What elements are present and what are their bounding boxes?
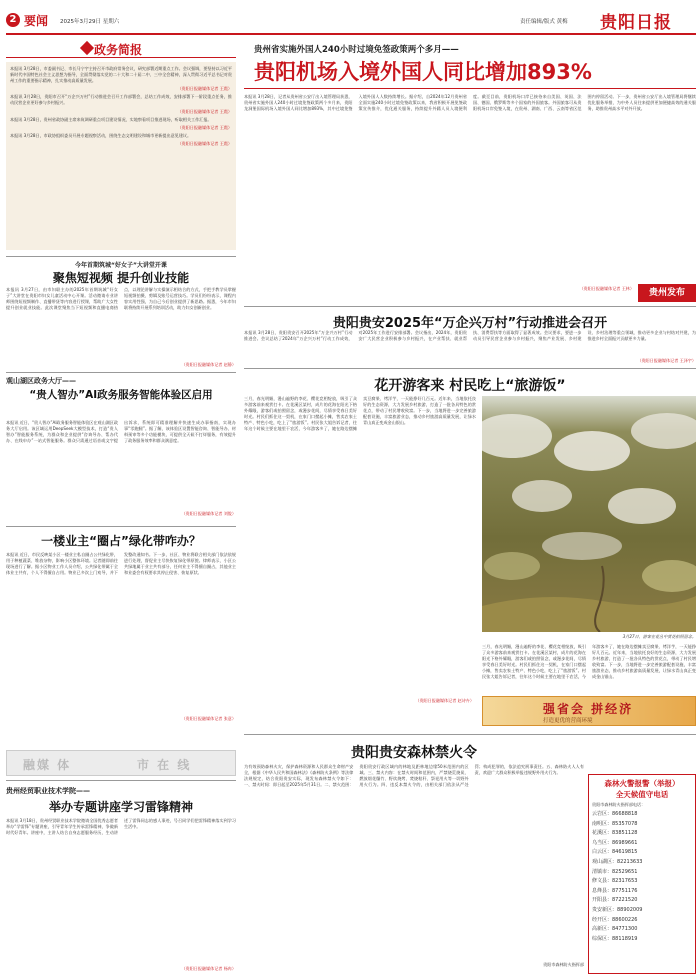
politics-brief-body (6, 62, 236, 250)
section-divider (244, 368, 696, 369)
alarm-phone-line: 清镇市：82529651 (592, 868, 638, 875)
slogan-main: 强省会 拼经济 (543, 702, 634, 716)
masthead (0, 0, 700, 38)
ai-hall-body: 本报讯 近日，“贵人智办”AI政务服务智能体验区在观山湖区政务大厅启用。该区域运用DeepSeek大模型技术，打造“贵人智办”智能服务系统，为群众和企业提供“咨询导办、帮办代办、在线申办”一站式智能服务。群众只需通过语音或文字提出诉求，系统即可精准理解并快速生成办事指南，实现办事“零跑腿”。据了解，该体验区设置智能咨询、智能导办、材料预审等多个功能模块，可提供全天候不打烊服务，有效提升了政务服务效率和群众满意度。 (6, 420, 236, 444)
brief-credit: （贵阳日报融媒体记者 王霞） (177, 86, 232, 92)
alarm-phone-line: 观山湖区：82213633 (592, 859, 643, 866)
alarm-phone-line: 高新区：84771300 (592, 926, 638, 933)
editors-line: 责任编辑/版式 黄梅 (520, 19, 568, 25)
greening-credit: （贵阳日报融媒体记者 张意） (181, 716, 236, 721)
section-name: 要闻 (24, 14, 49, 28)
fire-alarm-box (588, 774, 696, 974)
brief-credit: （贵阳日报融媒体记者 王霞） (177, 140, 232, 146)
lecture-body: 本报讯 3月18日，贵州经贸职业技术学院邀请全国优秀志愿者举办“学雷锋”专题讲座，引导青年学生传承雷锋精神，争做新时代好青年。讲座中，主讲人结合自身志愿服务经历，生动讲述了雷锋同志的感人事迹，号召同学们把雷锋精神落实到学习生活中。 (6, 818, 236, 836)
ai-hall-article (6, 372, 236, 522)
employment-kicker: 今年首期筑城“好女子”大讲堂开课 (75, 262, 167, 269)
alarm-phone-list (592, 810, 692, 944)
issue-date: 2025年3月29日 星期六 (60, 19, 120, 25)
lecture-article (6, 780, 236, 974)
greening-headline: 一楼业主“圈占”绿化带咋办？ (41, 534, 201, 548)
airport-credit: （贵阳日报融媒体记者 王林） (579, 286, 634, 291)
employment-credit: （贵阳日报融媒体记者 赵静） (181, 362, 236, 367)
airport-body: 本报讯 3月28日，记者从贵州省公安厅出入境管理局获悉，贵州省实施外国人240小时过境免签政策两个多月来，贵阳龙洞堡国际机场入境外国人同比增加893%，其中过境免签入境外国人人数持续增长。据介绍，自2024年12月贵州省全面实施240小时过境免签政策以来，我省积极开展免签政策宣传推介，优化通关服务，持续提升外籍人员入境便利度。截至目前，贵阳机场口岸已接待来自美国、英国、法国、德国、俄罗斯等多个国家的外国旅客。外国旅客可从贵阳机场口岸免签入境，在贵州、湖南、广西、云南等省区范围内停留活动。下一步，贵州省公安厅出入境管理局将继续优化服务举措，为中外人员往来提供更加便捷高效的通关服务，助推贵州高水平对外开放。 (244, 94, 696, 112)
airport-headline-rule (244, 88, 696, 89)
airport-kicker: 贵州省实施外国人240小时过境免签政策两个多月—— (254, 45, 459, 55)
masthead-rule (6, 33, 696, 35)
ai-hall-headline: “贵人智办”AI政务服务智能体验区启用 (29, 389, 213, 401)
politics-brief-title: 政务简报 (94, 43, 143, 57)
tourism-article (244, 368, 696, 730)
alarm-phone-line: 息烽县：87751176 (592, 887, 638, 894)
brief-item: 本报讯 3月28日，市委副书记、市长马宁宇主持召开市政府常务会议，研究部署近期重点工作。会议强调，要坚持以习近平新时代中国特色社会主义思想为指导，全面贯彻落实党的二十大和二十届二中、三中全会精神，深入贯彻习近平总书记对贵州工作的重要指示精神，扎实推动高质量发展。 (10, 66, 232, 84)
fire-ban-issuer: 贵阳市森林防火指挥部 (543, 962, 584, 967)
alarm-phone-line: 贵安新区：88902009 (592, 907, 643, 914)
airport-headline: 贵阳机场入境外国人同比增加893% (254, 60, 592, 84)
section-divider (244, 306, 696, 307)
wanqi-article (244, 306, 696, 366)
politics-brief-title-box (6, 40, 236, 58)
section-divider (6, 526, 236, 527)
fire-ban-headline: 贵阳贵安森林禁火令 (351, 745, 477, 761)
alarm-phone-line: 经开区：88600226 (592, 916, 638, 923)
politics-brief-section (6, 40, 236, 250)
fire-ban-article (244, 734, 584, 974)
politics-brief-icon (80, 41, 94, 55)
employment-body: 本报讯 3月27日，由市妇联主办的2025年首期筑城“好女子”大讲堂在贵阳市妇女儿童活动中心开课。活动邀请专业讲师围绕短视频制作、直播带货等内容进行授课，帮助广大女性提升创业就业技能。此次课堂聚焦当下短视频和直播电商热点，以理论讲解与实操演示相结合的方式，手把手教学员掌握短视频拍摄、剪辑及账号运营技巧。学员们纷纷表示，课程内容实用性强，为自己今后创业提供了新思路。据悉，今年市妇联将持续开展系列培训活动，助力妇女创新创业。 (6, 287, 236, 311)
greening-body: 本报讯 近日，市民反映某小区一楼业主私自圈占公共绿化带，用于种植蔬菜、堆放杂物，影响小区整体环境。记者随即前往现场进行了解。据小区物业工作人员介绍，公共绿化带属于全体业主共有，个人不得擅自占用。物业已多次上门劝导，并下发整改通知书。下一步，社区、物业将联合相关部门依法依规进行处理，督促业主尽快恢复绿化带原貌。律师表示，小区公共绿地属于业主共有部分，任何业主不得擅自圈占，其他业主和业委会有权要求其停止侵害、恢复原状。 (6, 552, 236, 576)
newspaper-logo: 贵阳日报 (600, 13, 672, 33)
alarm-phone-line: 云岩区：86688818 (592, 811, 638, 818)
wanqi-credit: （贵阳日报融媒体记者 王泽宇） (637, 358, 696, 363)
brief-item: 本报讯 3月28日，贵阳市召开“万企兴万村”行动推进会召开工作部署会，总结工作成效，安排部署下一阶段重点任务，推动民营企业更好参与乡村振兴。 (10, 94, 232, 106)
tourism-credit: （贵阳日报融媒体记者 赵诗卉） (415, 698, 474, 703)
alarm-intro: 贵阳市森林防火指挥部电话： (592, 802, 646, 807)
airport-article (244, 40, 696, 302)
section-divider (6, 256, 236, 257)
brief-credit: （贵阳日报融媒体记者 王霞） (177, 108, 232, 114)
slogan-banner (482, 696, 696, 726)
lecture-credit: （贵阳日报融媒体记者 杨冉） (181, 966, 236, 971)
alarm-title: 森林火警报警（举报） (604, 779, 680, 788)
tourism-photo-caption: 3月27日，游客在花丛中赏花拍照留念。 (622, 634, 696, 639)
tourism-photo (482, 396, 696, 632)
ai-hall-kicker: 观山湖区政务大厅—— (6, 377, 76, 385)
brief-item: 本报讯 3月28日，市政协组织委员开展专题视察活动，围绕生态文明建设和城市更新提出意见建议。 (10, 132, 192, 138)
tourism-headline: 花开游客来 村民吃上“旅游饭” (374, 378, 566, 394)
alarm-phone-line: 白云区：84619815 (592, 849, 638, 856)
greening-article (6, 526, 236, 748)
media-banner-right: 市 在 线 (137, 758, 192, 772)
guizhou-release-badge: 贵州发布 (638, 284, 696, 302)
employment-headline: 聚焦短视频 提升创业技能 (52, 271, 190, 285)
media-banner (6, 750, 236, 776)
media-banner-left: 融媒 体 (23, 758, 72, 772)
alarm-phone-line: 花溪区：83851128 (592, 830, 638, 837)
fire-ban-body: 为有效预防森林火灾，保护森林资源和人民群众生命财产安全，根据《中华人民共和国森林法》《森林防火条例》等法律法规规定，结合贵阳贵安实际，现发布森林禁火令如下：一、禁火时间：即日起至2025年5月31日。二、禁火范围：贵阳贵安行政区域内的林地及距林地边缘50米范围内的区域。三、禁火内容：在禁火时间和范围内，严禁烧荒烧炭、燃放烟花爆竹、野炊烧烤、焚烧秸秆、祭祀用火等一切野外用火行为。四、违反本禁火令的，由相关部门依法从严处罚；构成犯罪的，依法追究刑事责任。五、森林防火人人有责，欢迎广大群众积极举报违规野外用火行为。 (244, 764, 584, 788)
alarm-phone-line: 南明区：85357078 (592, 820, 638, 827)
alarm-subtitle: 全天候值守电话 (615, 790, 669, 799)
page-number-badge: 2 (6, 13, 20, 27)
brief-credit: （贵阳日报融媒体记者 王霞） (177, 124, 232, 130)
section-divider (244, 734, 696, 735)
brief-item: 本报讯 3月28日，贵州省政协副主席来筑调研重点项目建设情况，实地察看项目推进现场，听取相关工作汇报。 (10, 116, 212, 122)
alarm-phone-line: 乌当区：86989661 (592, 839, 638, 846)
slogan-sub: 打造更优的营商环境 (543, 718, 593, 724)
alarm-phone-line: 修文县：82317653 (592, 878, 638, 885)
section-divider (6, 780, 236, 781)
employment-article (6, 256, 236, 368)
alarm-phone-line: 综保区：88118919 (592, 935, 638, 942)
flowering-hillside-photo (482, 396, 696, 632)
lecture-headline: 举办专题讲座学习雷锋精神 (48, 800, 193, 814)
wanqi-body: 本报讯 3月28日，贵阳贵安召开2025年“万企兴万村”行动推进会。会议总结了2024年“万企兴万村”行动工作成效，对2025年工作进行安排部署。会议指出，2024年，贵阳贵安广大民营企业积极参与乡村振兴，在产业帮扶、就业帮扶、消费帮扶等方面取得了显著成效。会议要求，要进一步动员引导民营企业参与乡村振兴，聚焦产业发展、乡村建设、乡村治理等重点领域，推动更多企业与村结对共建，为推进乡村全面振兴贡献更多力量。 (244, 330, 696, 342)
tourism-body-right: 三月，春光明媚，漫山遍野的李花、樱花竞相绽放，吸引了众多游客前来观赏打卡。在花溪区某村，成片的花海在阳光下格外耀眼，游客们或拍照留念，或漫步花间，尽情享受春日美好时光。村民们抓住这一契机，在家门口摆起小摊，售卖农家土特产、特色小吃，吃上了“旅游饭”。村民张大姐告诉记者，往年这个时候主要在地里干农活，今年游客多了，她在路边摆摊卖豆腐果、烤洋芋，一天能挣好几百元。近年来，当地依托良好的生态资源，大力发展乡村旅游，打造了一批各具特色的赏花点，带动了村民增收致富。下一步，当地将进一步完善旅游配套设施，丰富旅游业态，推动乡村旅游高质量发展，让绿水青山真正变成金山银山。 (482, 644, 696, 680)
wanqi-headline: 贵阳贵安2025年“万企兴万村”行动推进会召开 (332, 316, 608, 331)
alarm-phone-line: 开阳县：87221520 (592, 897, 638, 904)
tourism-body-left: 三月，春光明媚，漫山遍野的李花、樱花竞相绽放，吸引了众多游客前来观赏打卡。在花溪区某村，成片的花海在阳光下格外耀眼，游客们或拍照留念，或漫步花间，尽情享受春日美好时光。村民们抓住这一契机，在家门口摆起小摊，售卖农家土特产、特色小吃，吃上了“旅游饭”。村民张大姐告诉记者，往年这个时候主要在地里干农活，今年游客多了，她在路边摆摊卖豆腐果、烤洋芋，一天能挣好几百元。近年来，当地依托良好的生态资源，大力发展乡村旅游，打造了一批各具特色的赏花点，带动了村民增收致富。下一步，当地将进一步完善旅游配套设施，丰富旅游业态，推动乡村旅游高质量发展，让绿水青山真正变成金山银山。 (244, 396, 476, 432)
section-divider (6, 372, 236, 373)
lecture-kicker: 贵州经贸职业技术学院—— (6, 787, 90, 795)
ai-hall-credit: （贵阳日报融媒体记者 刘俊） (181, 511, 236, 516)
